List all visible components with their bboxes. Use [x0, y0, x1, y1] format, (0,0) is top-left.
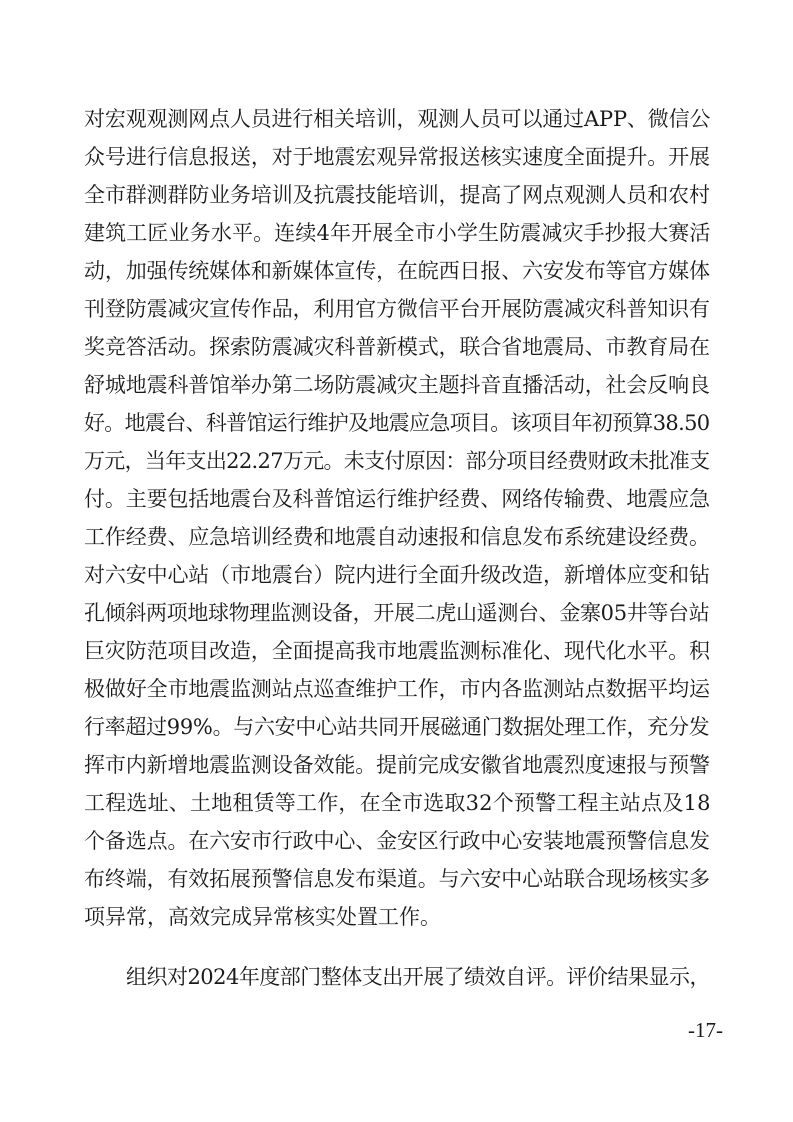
text-line: 刊登防震减灾宣传作品，利用官方微信平台开展防震减灾科普知识有: [84, 297, 710, 321]
text-line: 对六安中心站（市地震台）院内进行全面升级改造，新增体应变和钻: [84, 563, 710, 587]
text-line: 动，加强传统媒体和新媒体宣传，在皖西日报、六安发布等官方媒体: [84, 259, 710, 283]
text-line: 建筑工匠业务水平。连续4年开展全市小学生防震减灾手抄报大赛活: [84, 221, 711, 245]
text-line: 对宏观观测网点人员进行相关培训，观测人员可以通过APP、微信公: [84, 107, 711, 131]
text-line: 工程选址、土地租赁等工作，在全市选取32个预警工程主站点及18: [84, 791, 711, 815]
text-line: 极做好全市地震监测站点巡查维护工作，市内各监测站点数据平均运: [84, 677, 710, 701]
text-line: 个备选点。在六安市行政中心、金安区行政中心安装地震预警信息发: [84, 829, 710, 853]
text-line: 孔倾斜两项地球物理监测设备，开展二虎山遥测台、金寨05井等台站: [84, 601, 710, 625]
text-line: 万元，当年支出22.27万元。未支付原因：部分项目经费财政未批准支: [84, 449, 710, 473]
text-line: 行率超过99%。与六安中心站共同开展磁通门数据处理工作，充分发: [84, 715, 710, 739]
paragraph-first-line: 组织对2024年度部门整体支出开展了绩效自评。评价结果显示，: [126, 965, 710, 989]
text-line: 付。主要包括地震台及科普馆运行维护经费、网络传输费、地震应急: [84, 487, 710, 511]
text-line: 项异常，高效完成异常核实处置工作。: [84, 905, 441, 929]
text-line: 全市群测群防业务培训及抗震技能培训，提高了网点观测人员和农村: [84, 183, 710, 207]
text-line: 布终端，有效拓展预警信息发布渠道。与六安中心站联合现场核实多: [84, 867, 710, 891]
text-line: 奖竞答活动。探索防震减灾科普新模式，联合省地震局、市教育局在: [84, 335, 710, 359]
text-line: 挥市内新增地震监测设备效能。提前完成安徽省地震烈度速报与预警: [84, 753, 710, 777]
text-line: 工作经费、应急培训经费和地震自动速报和信息发布系统建设经费。: [84, 525, 710, 549]
text-line: 好。地震台、科普馆运行维护及地震应急项目。该项目年初预算38.50: [84, 411, 710, 435]
text-line: 众号进行信息报送，对于地震宏观异常报送核实速度全面提升。开展: [84, 145, 710, 169]
page-number: -17-: [688, 1018, 723, 1042]
text-line: 巨灾防范项目改造，全面提高我市地震监测标准化、现代化水平。积: [84, 639, 710, 663]
text-line: 舒城地震科普馆举办第二场防震减灾主题抖音直播活动，社会反响良: [84, 373, 710, 397]
